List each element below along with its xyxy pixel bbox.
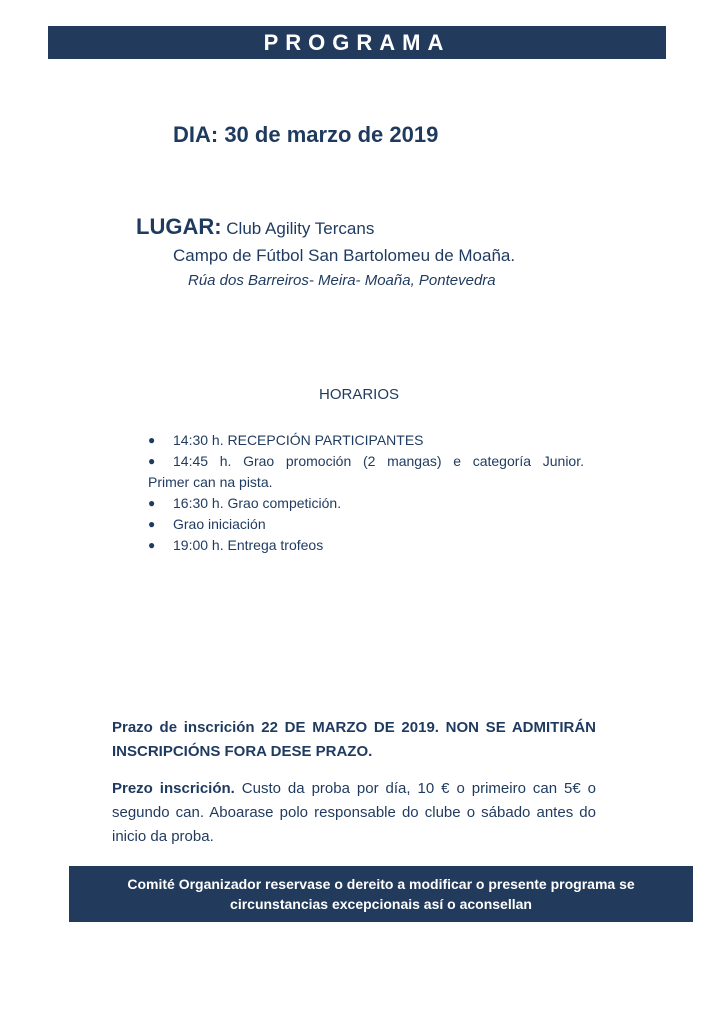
programa-banner [48, 26, 666, 59]
schedule-list [148, 430, 584, 556]
page-title: PROGRAMA [263, 30, 451, 55]
event-date: DIA: 30 de marzo de 2019 [173, 122, 439, 147]
list-item [148, 535, 584, 556]
bullet-icon: ● [148, 433, 156, 447]
bullet-icon: ● [148, 517, 156, 531]
venue-name: Campo de Fútbol San Bartolomeu de Moaña. [173, 246, 516, 265]
fee-label: Prezo inscrición. [112, 780, 235, 797]
schedule-item-continuation: Primer can na pista. [148, 474, 273, 490]
club-name: Club Agility Tercans [226, 219, 375, 238]
bullet-icon: ● [148, 538, 156, 552]
footer-banner [69, 866, 693, 922]
fee-text: Custo da proba por día, 10 € o primeiro can 5€ o segundo can. Aboarase polo responsable do clube o sábado antes do inicio da proba. [112, 780, 596, 845]
bullet-icon: ● [148, 454, 156, 468]
bullet-icon: ● [148, 496, 156, 510]
schedule-item-text: 16:30 h. Grao competición. [173, 495, 342, 511]
lugar-line [136, 214, 374, 240]
footer-line-2: circunstancias excepcionais así o aconsellan [230, 896, 532, 912]
list-item [148, 430, 584, 451]
venue-address: Rúa dos Barreiros- Meira- Moaña, Pontevedra [188, 272, 496, 289]
footer-line-1: Comité Organizador reservase o dereito a modificar o presente programa se [127, 876, 635, 892]
list-item [148, 514, 584, 535]
list-item [148, 451, 584, 472]
schedule-item-text: 14:30 h. RECEPCIÓN PARTICIPANTES [173, 432, 424, 448]
list-item [148, 493, 584, 514]
schedule-item-text: 19:00 h. Entrega trofeos [173, 537, 324, 553]
lugar-label: LUGAR: [136, 214, 222, 239]
horarios-title: HORARIOS [318, 386, 399, 403]
fee-paragraph [112, 777, 596, 849]
schedule-item-text: 14:45 h. Grao promoción (2 mangas) e categoría Junior. [173, 453, 584, 469]
deadline-notice: Prazo de inscrición 22 DE MARZO DE 2019. NON SE ADMITIRÁN INSCRIPCIÓNS FORA DESE PRAZO. [112, 719, 596, 760]
schedule-item-text: Grao iniciación [173, 516, 266, 532]
